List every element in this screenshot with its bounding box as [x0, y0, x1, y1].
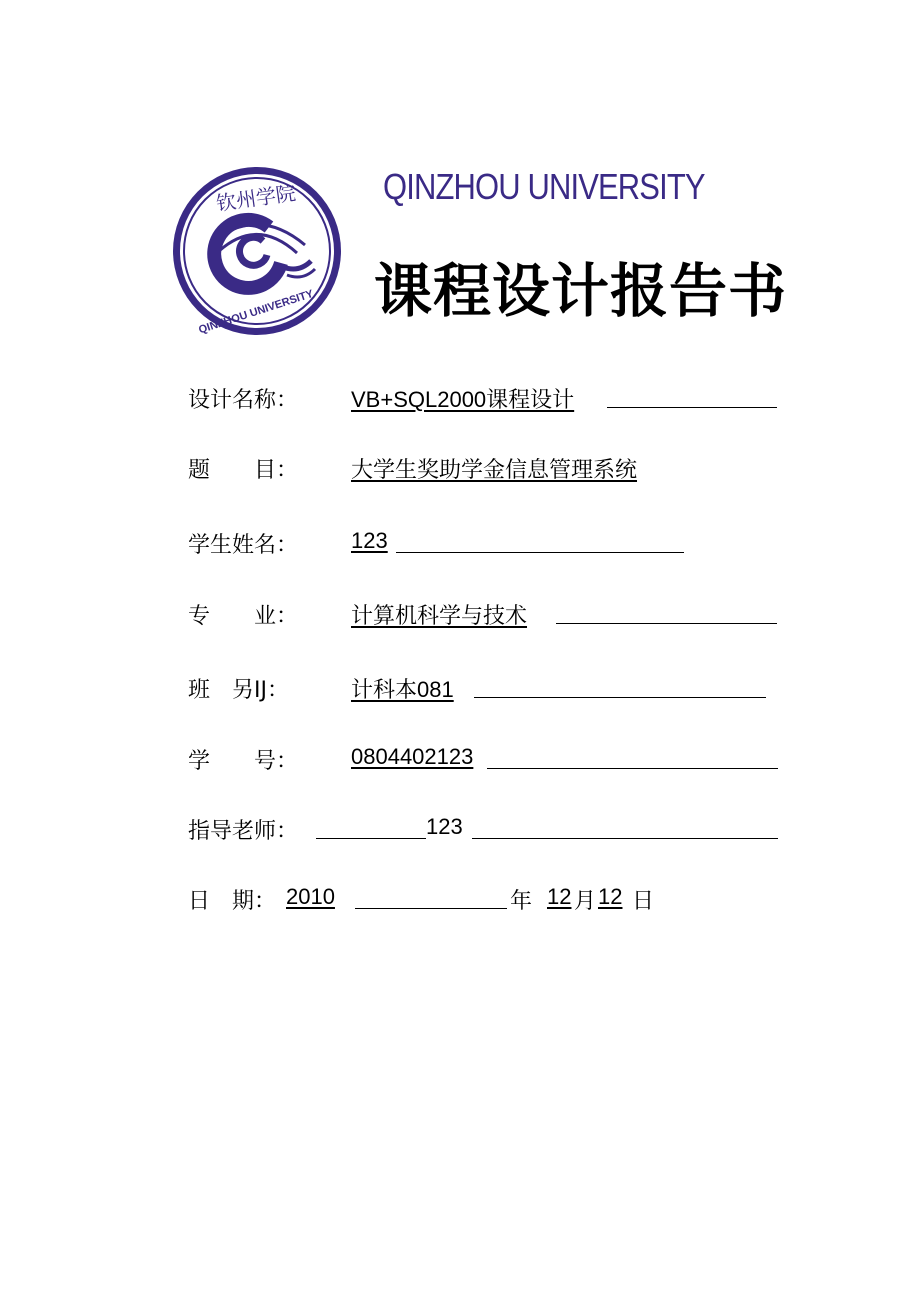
topic-value: 大学生奖助学金信息管理系统: [351, 457, 638, 482]
blank-line: [316, 838, 426, 839]
date-month-value: 12: [547, 884, 572, 909]
major-row: [0, 599, 920, 633]
student-id-value: 0804402123: [351, 744, 474, 769]
date-day-value: 12: [598, 884, 623, 909]
advisor-value: 123: [426, 814, 463, 839]
topic-label: 题 目：: [188, 458, 299, 483]
student-name-row: [0, 528, 920, 562]
blank-line: [472, 838, 778, 839]
blank-line: [487, 768, 778, 769]
date-row: [0, 884, 920, 918]
student-name-value: 123: [351, 528, 388, 553]
student-id-label: 学 号：: [188, 749, 299, 774]
advisor-label: 指导老师：: [188, 819, 299, 844]
design-name-value: VB+SQL2000课程设计: [351, 387, 575, 412]
logo-ring-text: QINZHOU UNIVERSITY: [197, 287, 315, 337]
student-name-label: 学生姓名：: [188, 533, 299, 558]
blank-line: [355, 908, 507, 909]
university-seal-icon: [171, 165, 343, 337]
design-name-row: [0, 383, 920, 417]
date-year-unit: 年: [510, 888, 533, 913]
date-day-unit: 日: [632, 888, 655, 913]
class-value: 计科本081: [351, 677, 454, 702]
blank-line: [474, 697, 766, 698]
class-label: 班 另IJ：: [188, 678, 289, 703]
blank-line: [396, 552, 684, 553]
logo-chinese-text: 钦州学院: [214, 180, 298, 216]
university-name: QINZHOU UNIVERSITY: [383, 166, 705, 207]
student-id-row: [0, 744, 920, 778]
major-value: 计算机科学与技术: [351, 603, 528, 628]
date-year-value: 2010: [286, 884, 335, 909]
date-label: 日 期：: [188, 889, 277, 914]
class-row: [0, 673, 920, 707]
blank-line: [607, 407, 777, 408]
date-month-unit: 月: [574, 888, 597, 913]
topic-row: [0, 453, 920, 487]
major-label: 专 业：: [188, 604, 299, 629]
advisor-row: [0, 814, 920, 848]
blank-line: [556, 623, 777, 624]
report-title: 课程设计报告书: [374, 257, 788, 325]
design-name-label: 设计名称：: [188, 388, 299, 413]
